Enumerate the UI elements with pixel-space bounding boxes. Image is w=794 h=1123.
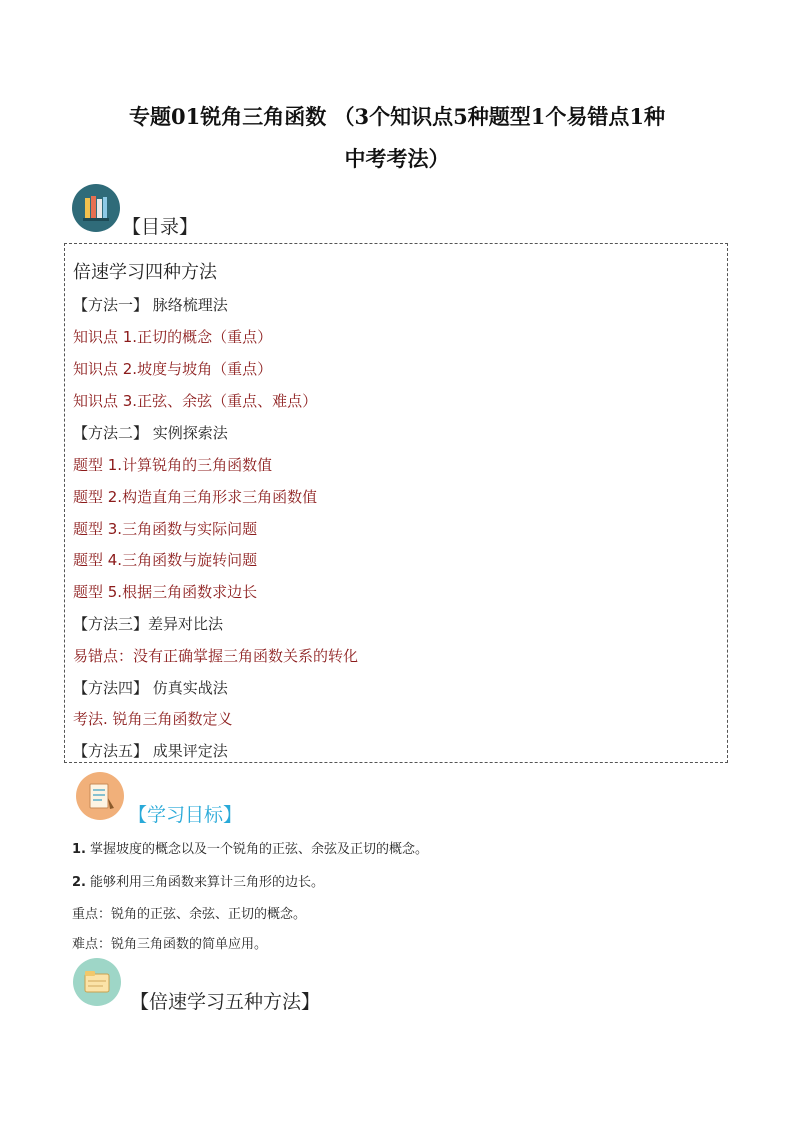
difficult-point: 难点：锐角三角函数的简单应用。 <box>72 937 268 952</box>
folder-icon <box>73 958 121 1006</box>
toc-item[interactable]: 知识点 3.正弦、余弦（重点、难点） <box>73 392 318 410</box>
title-line-2: 中考考法） <box>344 146 450 171</box>
goal-number: 2. <box>72 875 86 890</box>
goal-number: 1. <box>72 842 86 857</box>
toc-item[interactable]: 题型 4.三角函数与旋转问题 <box>73 551 258 569</box>
toc-item[interactable]: 倍速学习四种方法 <box>73 262 217 283</box>
goal-text: 能够利用三角函数来算计三角形的边长。 <box>90 875 325 890</box>
key-point: 重点：锐角的正弦、余弦、正切的概念。 <box>72 907 307 922</box>
methods-heading: 【倍速学习五种方法】 <box>130 991 321 1013</box>
table-of-contents <box>64 243 728 763</box>
books-icon <box>72 184 120 232</box>
goal-item <box>72 871 324 890</box>
page-title <box>60 96 734 180</box>
goal-text: 掌握坡度的概念以及一个锐角的正弦、余弦及正切的概念。 <box>90 842 429 857</box>
toc-item[interactable]: 【方法五】 成果评定法 <box>73 742 228 760</box>
toc-item[interactable]: 【方法三】差异对比法 <box>73 615 224 633</box>
notebook-icon <box>76 772 124 820</box>
toc-item[interactable]: 题型 3.三角函数与实际问题 <box>73 520 258 538</box>
toc-item[interactable]: 【方法二】 实例探索法 <box>73 424 228 442</box>
toc-item[interactable]: 【方法四】 仿真实战法 <box>73 679 228 697</box>
title-line-1: 专题01锐角三角函数 （3个知识点5种题型1个易错点1种 <box>129 104 665 129</box>
toc-item[interactable]: 易错点：没有正确掌握三角函数关系的转化 <box>73 647 359 665</box>
toc-item[interactable]: 题型 1.计算锐角的三角函数值 <box>73 456 273 474</box>
toc-item[interactable]: 知识点 1.正切的概念（重点） <box>73 328 273 346</box>
toc-heading: 【目录】 <box>122 216 199 238</box>
toc-item[interactable]: 题型 5.根据三角函数求边长 <box>73 583 258 601</box>
toc-item[interactable]: 题型 2.构造直角三角形求三角函数值 <box>73 488 318 506</box>
goals-heading: 【学习目标】 <box>128 804 243 826</box>
toc-item[interactable]: 知识点 2.坡度与坡角（重点） <box>73 360 273 378</box>
goal-item <box>72 838 428 857</box>
toc-item[interactable]: 考法. 锐角三角函数定义 <box>73 710 233 728</box>
toc-item[interactable]: 【方法一】 脉络梳理法 <box>73 296 228 314</box>
